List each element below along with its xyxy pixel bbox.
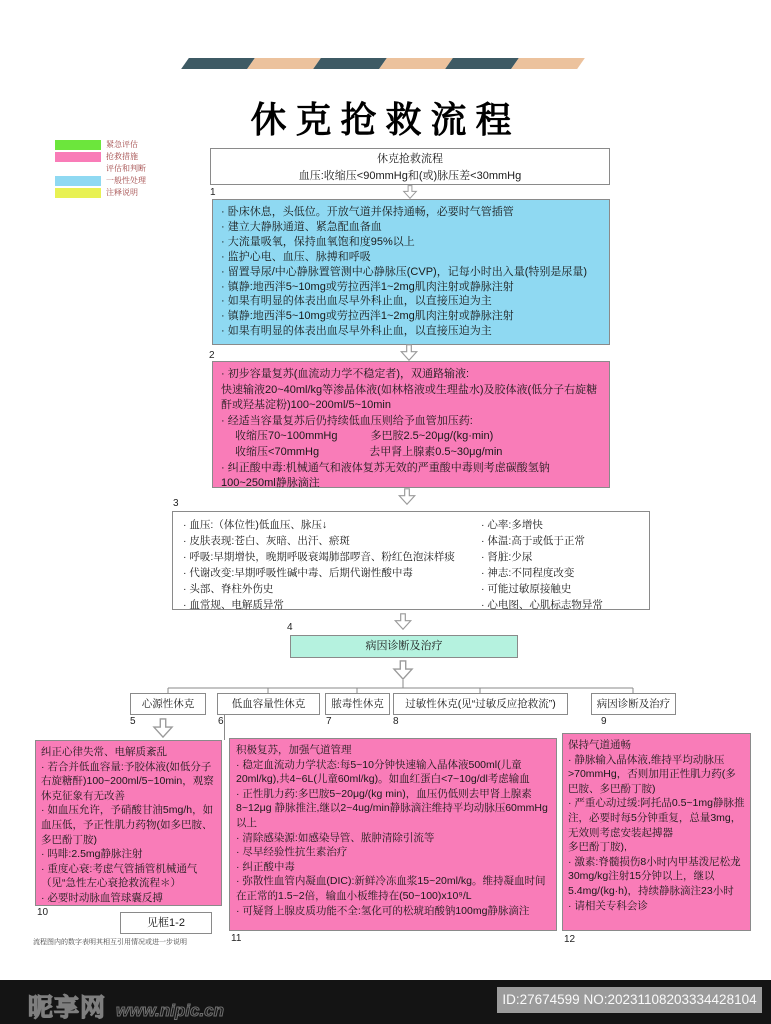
stripe-segment <box>445 58 519 69</box>
legend-swatch-green <box>55 140 101 150</box>
assessment-line: · 体温:高于或低于正常 <box>481 535 585 547</box>
see-reference-box: 见框1-2 <box>120 912 212 934</box>
branch8-number: 8 <box>393 716 399 727</box>
treatment-line: · 可疑肾上腺皮质功能不全:氢化可的松琥珀酸钠100mg静脉滴注 <box>236 904 530 917</box>
branch6-connector-line <box>224 715 225 740</box>
treatment-line: · 激素:脊髓损伤8小时内甲基泼尼松龙30mg/kg注射15分钟以上，继以5.4mg/(kg·h)，持续静脉滴注23小时 <box>568 855 741 897</box>
start-box-criteria: 血压:收缩压<90mmHg和(或)脉压差<30mmHg <box>298 170 522 182</box>
treatment-line: · 重度心衰:考虑气管插管机械通气（见“急性左心衰抢救流程＊） <box>41 862 198 890</box>
assessment-line: · 血常规、电解质异常 <box>183 599 284 611</box>
watermark-bar <box>0 980 771 1024</box>
branch6-number: 6 <box>218 716 224 727</box>
legend-swatch-blue <box>55 176 101 186</box>
resuscitation-line: 收缩压<70mmHg 去甲肾上腺素0.5~30μg/min <box>221 445 503 458</box>
branch5-number: 5 <box>130 716 136 727</box>
down-arrow-icon <box>152 718 174 738</box>
start-box <box>210 148 610 185</box>
cardiogenic-treatment-box <box>35 740 222 906</box>
stripe-segment <box>511 58 585 69</box>
treatment-line: · 严重心动过缓:阿托品0.5~1mg静脉推注，必要时每5分钟重复，总量3mg，无效则考虑安装起搏器 <box>568 797 745 839</box>
stripe-segment <box>247 58 321 69</box>
treatment-line: · 尽早经验性抗生素治疗 <box>236 846 348 859</box>
branch9-number: 9 <box>601 716 607 727</box>
branch-septic-shock: 脓毒性休克 <box>325 693 390 715</box>
initial-treatment-box <box>212 199 610 345</box>
legend-item: 一般性处理 <box>55 175 146 186</box>
down-arrow-icon <box>402 185 418 199</box>
box10-number: 10 <box>37 907 49 918</box>
stripe-segment <box>313 58 387 69</box>
treatment-line: · 如果有明显的体表出血尽早外科止血，以直接压迫为主 <box>221 295 492 308</box>
watermark-logo <box>28 988 224 1024</box>
treatment-line: · 如果有明显的体表出血尽早外科止血，以直接压迫为主 <box>221 325 492 338</box>
treatment-line: · 纠正酸中毒 <box>236 860 295 873</box>
treatment-line: · 卧床休息，头低位。开放气道并保持通畅，必要时气管插管 <box>221 206 514 218</box>
treatment-line: · 必要时动脉血管球囊反搏 <box>41 891 163 904</box>
branch-cardiogenic-shock: 心源性休克 <box>130 693 206 715</box>
hypovolemic-treatment-box <box>229 738 557 931</box>
box2-number: 2 <box>209 350 215 361</box>
legend-item: 注释说明 <box>55 187 146 198</box>
resuscitation-line: · 初步容量复苏(血流动力学不稳定者)，双通路输液: <box>221 368 470 380</box>
treatment-line: · 监护心电、血压、脉搏和呼吸 <box>221 250 371 263</box>
box11-number: 11 <box>231 933 242 944</box>
treatment-line: · 正性肌力药:多巴胺5~20μg/(kg min)，血压仍低则去甲肾上腺素8~12μg 静脉推注,继以2~4ug/min静脉滴注维持平均动脉压60mmHg以上 <box>236 787 548 829</box>
treatment-line: · 建立大静脉通道、紧急配血备血 <box>221 220 382 233</box>
watermark-url: www.nipic.cn <box>116 1001 225 1020</box>
image-id-badge: ID:27674599 NO:20231108203334428104 <box>497 987 762 1013</box>
box1-number: 1 <box>210 187 216 198</box>
treatment-line: · 稳定血流动力学状态:每5~10分钟快速输入晶体液500ml(儿童20ml/kg),共4~6L(儿童60ml/kg)。如血红蛋白<7~10g/dl考虑输血 <box>236 758 530 786</box>
assessment-right-column <box>481 517 603 613</box>
legend <box>55 139 146 199</box>
assessment-box <box>172 511 650 610</box>
etiology-diagnosis-box: 病因诊断及治疗 <box>290 635 518 658</box>
treatment-line: 多巴酚丁胺), <box>568 841 627 854</box>
assessment-left-column <box>183 517 455 613</box>
treatment-line: · 如血压允许，予硝酸甘油5mg/h，如血压低，予正性肌力药物(如多巴胺、多巴酚丁胺) <box>41 804 214 846</box>
treatment-line: 纠正心律失常、电解质紊乱 <box>41 746 167 758</box>
treatment-line: · 留置导尿/中心静脉置管测中心静脉压(CVP)，记每小时出入量(特别是尿量) <box>221 265 588 278</box>
assessment-line: · 神志:不同程度改变 <box>481 567 575 579</box>
start-box-title: 休克抢救流程 <box>377 153 443 165</box>
legend-item: 抢救措施 <box>55 151 146 162</box>
stripe-segment <box>181 58 255 69</box>
assessment-line: · 代谢改变:早期呼吸性碱中毒、后期代谢性酸中毒 <box>183 567 413 579</box>
down-arrow-icon <box>392 613 414 630</box>
assessment-line: · 肾脏:少尿 <box>481 551 533 563</box>
assessment-line: · 呼吸:早期增快，晚期呼吸衰竭肺部啰音、粉红色泡沫样痰 <box>183 551 455 563</box>
resuscitation-line: 快速输液20~40ml/kg等渗晶体液(如林格液或生理盐水)及胶体液(低分子右旋糖酐或羟基淀粉)100~200ml/5~10min <box>221 383 598 412</box>
branch7-number: 7 <box>326 716 332 727</box>
page-title: 休克抢救流程 <box>250 99 521 140</box>
treatment-line: · 吗啡:2.5mg静脉注射 <box>41 848 143 861</box>
box12-number: 12 <box>564 934 576 945</box>
assessment-line: · 心电图、心肌标志物异常 <box>481 599 603 611</box>
watermark-site-name: 昵享网 <box>28 994 107 1022</box>
box3-number: 3 <box>173 498 179 509</box>
assessment-line: · 血压:（体位性)低血压、脉压↓ <box>183 519 328 531</box>
assessment-line: · 心率:多增快 <box>481 519 543 531</box>
treatment-line: · 镇静:地西泮5~10mg或劳拉西泮1~2mg肌肉注射或静脉注射 <box>221 310 514 323</box>
resuscitation-line: · 经适当容量复苏后仍持续低血压则给予血管加压药: <box>221 414 473 427</box>
treatment-line: · 请相关专科会诊 <box>568 899 648 912</box>
stripe-segment <box>379 58 453 69</box>
airway-treatment-box <box>562 733 751 931</box>
treatment-line: 保持气道通畅 <box>568 739 631 751</box>
resuscitation-line: · 纠正酸中毒:机械通气和液体复苏无效的严重酸中毒则考虑碳酸氢钠100~250ml静脉滴注 <box>221 461 550 490</box>
treatment-line: · 静脉输入晶体液,维持平均动脉压>70mmHg，否则加用正性肌力药(多巴胺、多巴酚丁胺) <box>568 753 736 795</box>
legend-swatch-yellow <box>55 188 101 198</box>
branch-hypovolemic-shock: 低血容量性休克 <box>217 693 320 715</box>
fluid-resuscitation-box <box>212 361 610 488</box>
treatment-line: · 清除感染源:如感染导管、脓肿清除引流等 <box>236 831 435 844</box>
resuscitation-line: 收缩压70~100mmHg 多巴胺2.5~20μg/(kg·min) <box>221 430 494 443</box>
branch-etiology-diagnosis: 病因诊断及治疗 <box>591 693 676 715</box>
treatment-line: · 大流量吸氧，保持血氧饱和度95%以上 <box>221 235 415 248</box>
branch-connector <box>130 680 650 696</box>
down-arrow-icon <box>392 660 414 680</box>
assessment-line: · 皮肤表现:苍白、灰暗、出汗、瘀斑 <box>183 535 350 547</box>
treatment-line: · 弥散性血管内凝血(DIC):新鲜冷冻血浆15~20ml/kg。维持凝血时间在正常的1.5~2倍，输血小板维持在(50~100)x10⁹/L <box>236 875 546 902</box>
legend-swatch-white <box>55 164 101 174</box>
decorative-stripe-bar <box>185 58 583 69</box>
treatment-line: · 镇静:地西泮5~10mg或劳拉西泮1~2mg肌肉注射或静脉注射 <box>221 280 514 293</box>
treatment-line: · 若合并低血容量:予胶体液(如低分子右旋糖酐)100~200ml/5~10min，观察休克征象有无改善 <box>41 760 214 802</box>
legend-swatch-pink <box>55 152 101 162</box>
legend-item: 紧急评估 <box>55 139 146 150</box>
footnote: 流程图内的数字表明其相互引用情况或进一步说明 <box>33 939 187 946</box>
assessment-line: · 可能过敏原接触史 <box>481 583 572 595</box>
box4-number: 4 <box>287 622 293 633</box>
treatment-line: 积极复苏，加强气道管理 <box>236 744 352 756</box>
branch-anaphylactic-shock: 过敏性休克(见“过敏反应抢救流”) <box>393 693 568 715</box>
down-arrow-icon <box>396 488 418 505</box>
down-arrow-icon <box>398 344 420 361</box>
assessment-line: · 头部、脊柱外伤史 <box>183 583 274 595</box>
legend-item: 评估和判断 <box>55 163 146 174</box>
